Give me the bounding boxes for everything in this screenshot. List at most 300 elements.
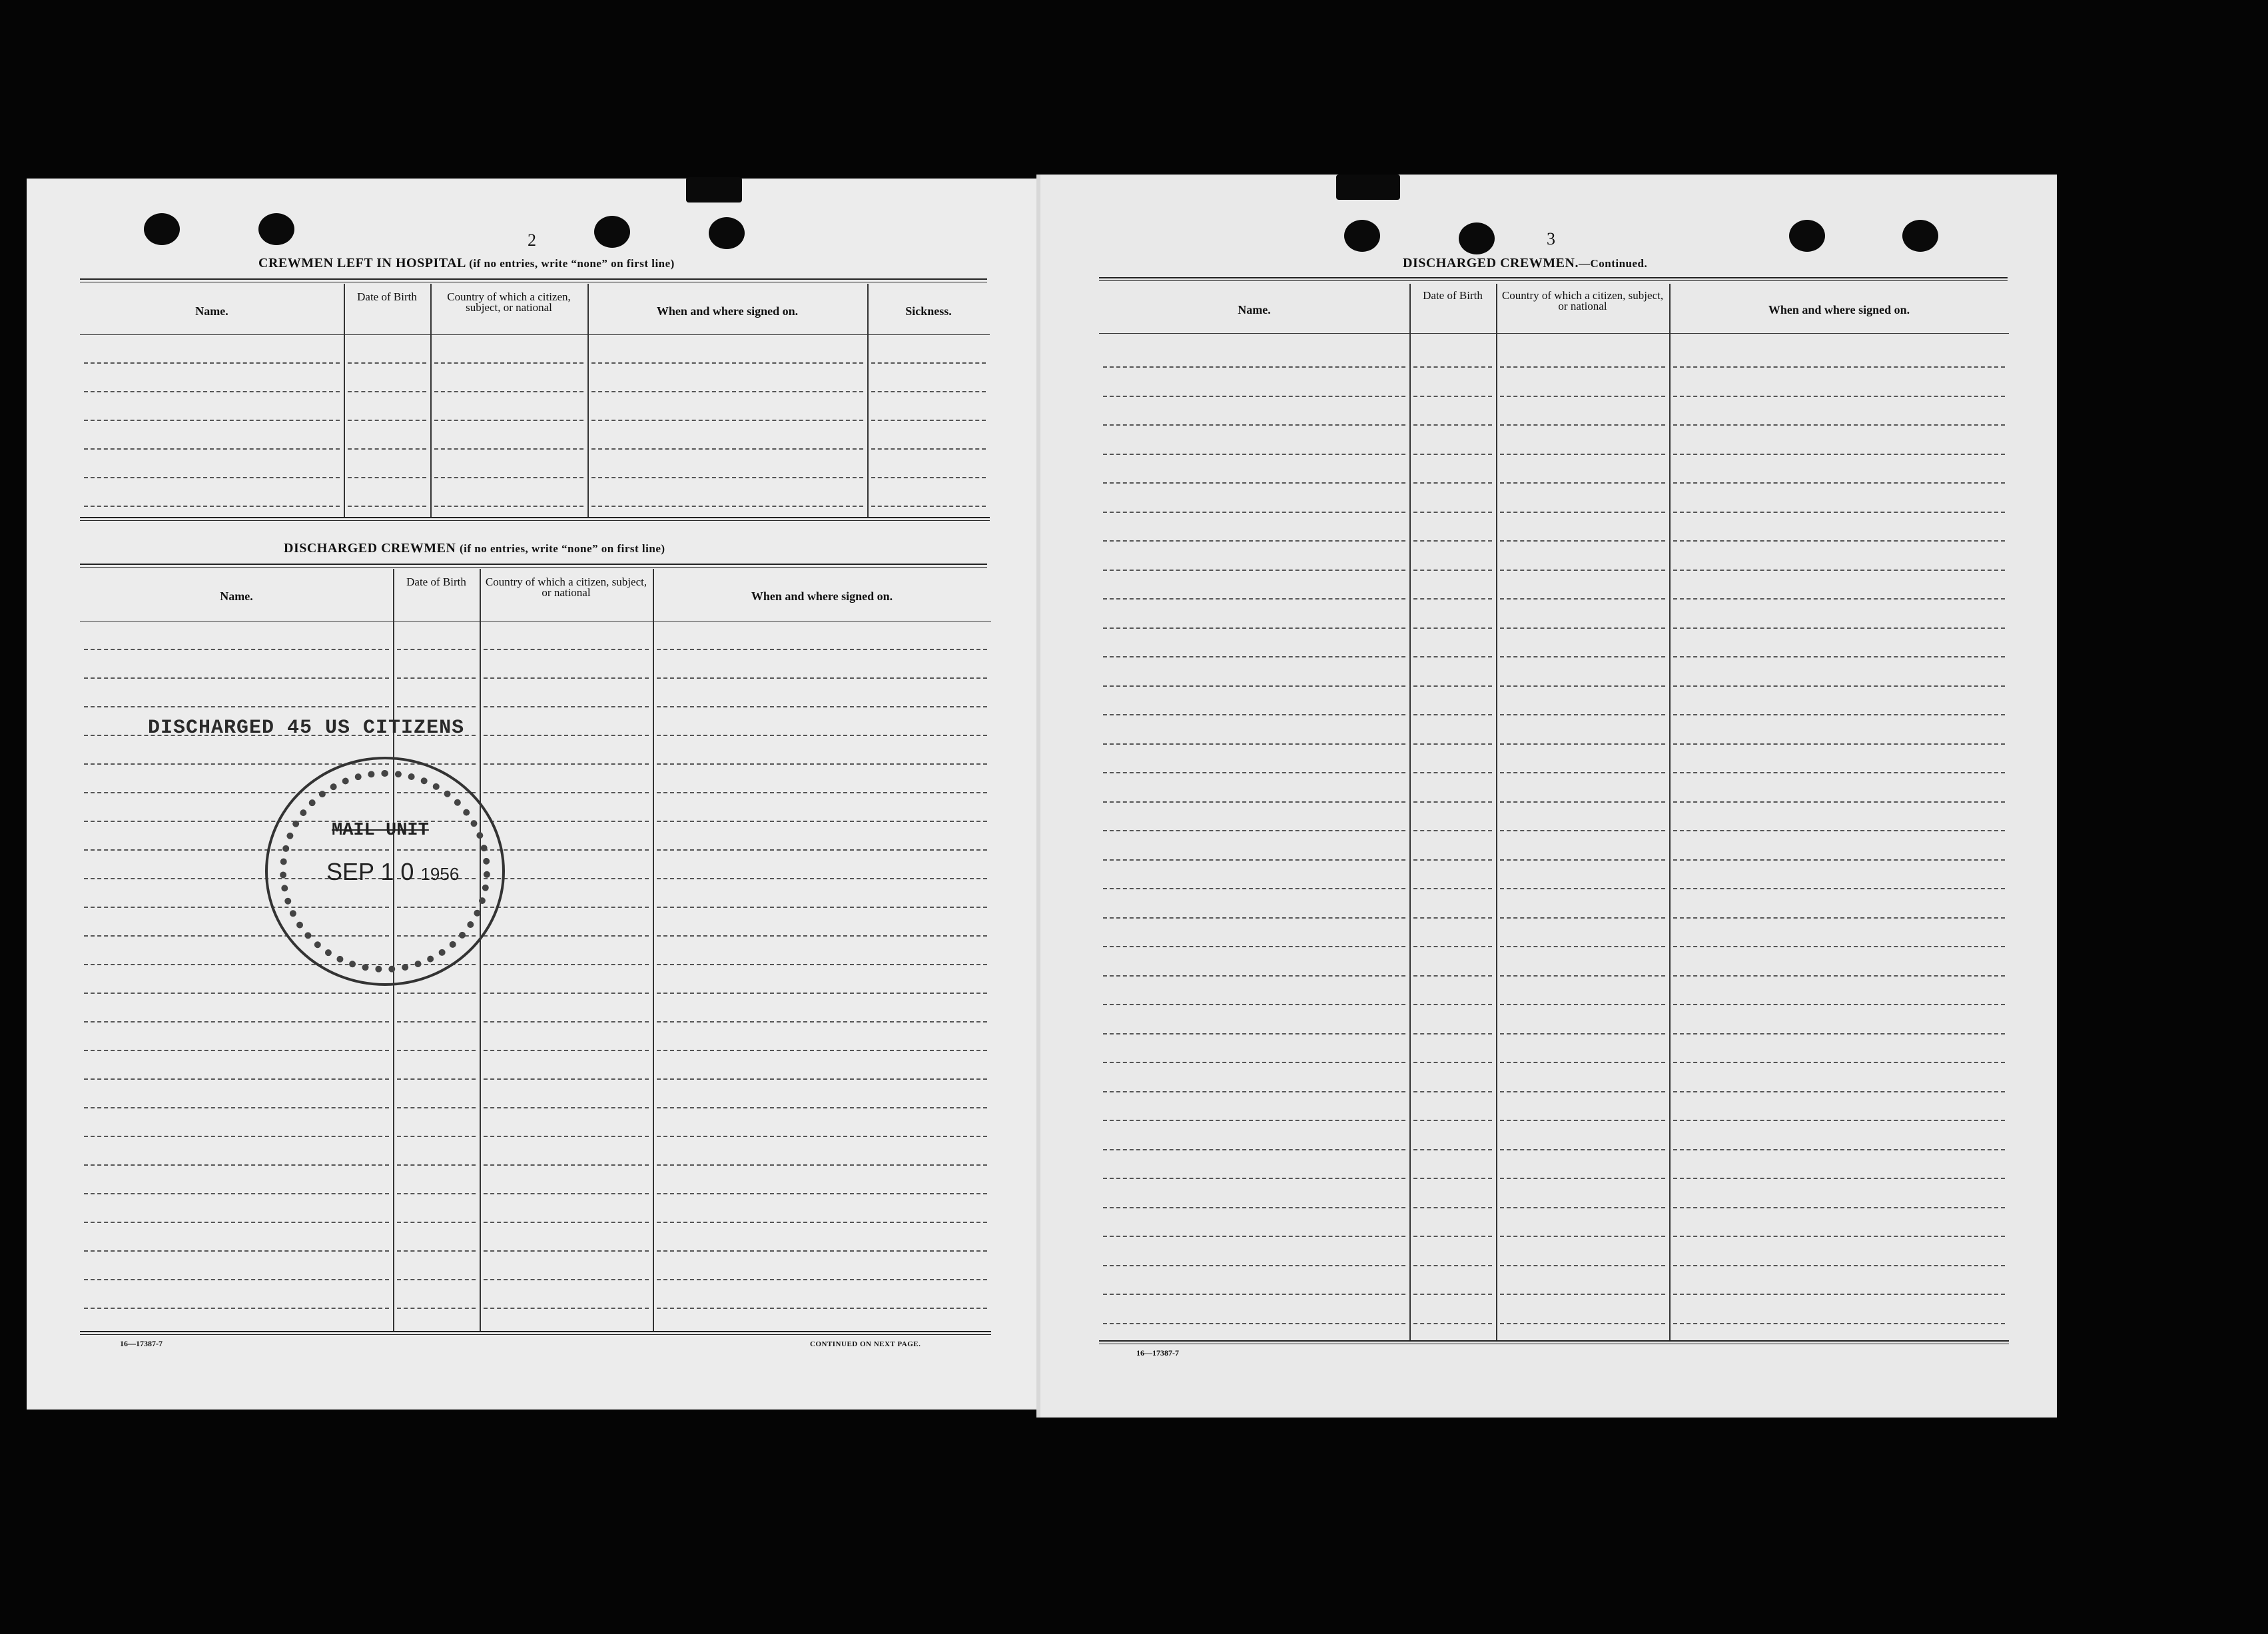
entry-line <box>1103 366 1405 368</box>
entry-line <box>657 1078 987 1080</box>
punch-hole <box>1902 220 1938 252</box>
entry-line <box>348 391 426 392</box>
entry-line <box>1413 424 1492 426</box>
entry-line <box>1413 656 1492 657</box>
entry-line <box>1500 598 1665 600</box>
entry-line <box>1673 1120 2005 1121</box>
table-bottom-rule <box>80 517 990 521</box>
entry-line <box>1500 1149 1665 1150</box>
entry-line <box>1673 1323 2005 1324</box>
entry-line <box>1500 1294 1665 1295</box>
entry-line <box>1500 627 1665 629</box>
entry-line <box>1103 1120 1405 1121</box>
entry-line <box>1413 598 1492 600</box>
discharged-section-title <box>284 541 665 556</box>
entry-line <box>871 448 986 450</box>
entry-line <box>84 1193 389 1194</box>
hospital-top-rule <box>80 278 987 282</box>
entry-line <box>657 821 987 822</box>
entry-line <box>397 993 476 994</box>
entry-line <box>1500 366 1665 368</box>
stamp-date <box>326 858 459 886</box>
entry-line <box>1103 1062 1405 1063</box>
entry-line <box>1103 917 1405 919</box>
entry-line <box>1103 1294 1405 1295</box>
entry-line <box>1673 1149 2005 1150</box>
entry-line <box>1500 570 1665 571</box>
entry-line <box>657 1250 987 1252</box>
entry-line <box>1103 1265 1405 1266</box>
entry-line <box>657 964 987 965</box>
entry-line <box>1413 830 1492 831</box>
entry-line <box>434 391 583 392</box>
entry-line <box>1500 656 1665 657</box>
entry-line <box>484 735 649 736</box>
hospital-title-text: CREWMEN LEFT IN HOSPITAL <box>258 256 466 270</box>
entry-line <box>484 1164 649 1166</box>
entry-line <box>1103 1323 1405 1324</box>
entry-line <box>1413 1323 1492 1324</box>
entry-line <box>1413 917 1492 919</box>
entry-line <box>397 1021 476 1022</box>
entry-line <box>591 477 863 478</box>
entry-line <box>484 649 649 650</box>
entry-line <box>1413 396 1492 397</box>
entry-line <box>1413 1033 1492 1034</box>
entry-line <box>1103 946 1405 947</box>
entry-line <box>84 391 340 392</box>
right-page <box>1039 175 2057 1418</box>
form-number: 16—17387-7 <box>1136 1348 1179 1358</box>
entry-line <box>1413 1236 1492 1237</box>
entry-line <box>1500 859 1665 861</box>
entry-line <box>657 1164 987 1166</box>
entry-line <box>84 506 340 507</box>
column-divider <box>653 569 654 1332</box>
hospital-section-title <box>258 256 675 271</box>
entry-line <box>84 1308 389 1309</box>
entry-line <box>591 362 863 364</box>
entry-line <box>657 1021 987 1022</box>
entry-line <box>1103 1033 1405 1034</box>
entry-line <box>657 792 987 793</box>
entry-line <box>1413 685 1492 687</box>
entry-line <box>1103 801 1405 803</box>
punch-hole <box>1459 222 1495 254</box>
entry-line <box>1103 859 1405 861</box>
entry-line <box>657 649 987 650</box>
entry-line <box>657 1136 987 1137</box>
entry-line <box>1673 743 2005 745</box>
entry-line <box>1673 772 2005 773</box>
entry-line <box>1500 1323 1665 1324</box>
entry-line <box>1500 1265 1665 1266</box>
right-title-text: DISCHARGED CREWMEN. <box>1403 256 1579 270</box>
entry-line <box>1500 772 1665 773</box>
entry-line <box>1673 627 2005 629</box>
entry-line <box>1500 1091 1665 1092</box>
entry-line <box>484 821 649 822</box>
right-top-rule <box>1099 277 2008 281</box>
entry-line <box>484 1136 649 1137</box>
table-bottom-rule <box>1099 1340 2009 1344</box>
col-date-of-birth: Date of Birth <box>357 290 417 303</box>
entry-line <box>1413 512 1492 513</box>
entry-line <box>484 1222 649 1223</box>
entry-line <box>397 1279 476 1280</box>
col-date-of-birth: Date of Birth <box>1423 289 1483 302</box>
entry-line <box>871 362 986 364</box>
entry-line <box>1413 1004 1492 1005</box>
entry-line <box>1673 656 2005 657</box>
entry-line <box>1413 888 1492 889</box>
entry-line <box>657 1107 987 1108</box>
binding-notch <box>686 177 742 203</box>
col-signed-on: When and where signed on. <box>751 590 893 603</box>
entry-line <box>1413 482 1492 484</box>
entry-line <box>84 1050 389 1051</box>
entry-line <box>484 792 649 793</box>
entry-line <box>1500 714 1665 715</box>
entry-line <box>1500 424 1665 426</box>
entry-line <box>84 448 340 450</box>
entry-line <box>484 1193 649 1194</box>
entry-line <box>484 677 649 679</box>
entry-line <box>484 1250 649 1252</box>
entry-line <box>1103 975 1405 977</box>
entry-line <box>1673 454 2005 455</box>
entry-line <box>1500 512 1665 513</box>
entry-line <box>1413 1207 1492 1208</box>
entry-line <box>1103 454 1405 455</box>
entry-line <box>84 1164 389 1166</box>
entry-line <box>1413 1294 1492 1295</box>
entry-line <box>1413 1062 1492 1063</box>
entry-line <box>871 506 986 507</box>
entry-line <box>1413 366 1492 368</box>
entry-line <box>1413 570 1492 571</box>
entry-line <box>1103 1236 1405 1237</box>
entry-line <box>84 1222 389 1223</box>
entry-line <box>1103 1091 1405 1092</box>
entry-line <box>657 849 987 851</box>
entry-line <box>1103 1149 1405 1150</box>
entry-line <box>484 907 649 908</box>
entry-line <box>1500 1236 1665 1237</box>
entry-line <box>1413 540 1492 542</box>
entry-line <box>1103 1004 1405 1005</box>
entry-line <box>1413 627 1492 629</box>
entry-line <box>484 1078 649 1080</box>
punch-hole <box>144 213 180 245</box>
col-signed-on: When and where signed on. <box>1768 303 1910 316</box>
entry-line <box>1673 1265 2005 1266</box>
entry-line <box>1673 946 2005 947</box>
entry-line <box>1500 917 1665 919</box>
entry-line <box>657 735 987 736</box>
entry-line <box>657 1279 987 1280</box>
col-country: Country of which a citizen, subject, or national <box>1501 289 1664 312</box>
page-number: 3 <box>1547 229 1555 248</box>
right-section-title <box>1403 256 1647 271</box>
stamp-date-year: 1956 <box>420 864 460 884</box>
discharged-title-text: DISCHARGED CREWMEN <box>284 541 456 556</box>
entry-line <box>84 993 389 994</box>
entry-line <box>1103 570 1405 571</box>
entry-line <box>1673 424 2005 426</box>
entry-line <box>657 1308 987 1309</box>
entry-line <box>1413 975 1492 977</box>
entry-line <box>657 763 987 765</box>
mail-unit-stamp <box>265 757 505 986</box>
entry-line <box>1103 396 1405 397</box>
entry-line <box>1673 366 2005 368</box>
entry-line <box>397 1250 476 1252</box>
entry-line <box>1413 1178 1492 1179</box>
right-title-suffix: —Continued. <box>1578 257 1648 270</box>
stamp-date-day: SEP 1 0 <box>326 858 414 885</box>
entry-line <box>1103 656 1405 657</box>
entry-line <box>1673 482 2005 484</box>
entry-line <box>1103 714 1405 715</box>
punch-hole <box>258 213 294 245</box>
entry-line <box>484 964 649 965</box>
entry-line <box>1500 1062 1665 1063</box>
entry-line <box>1500 1207 1665 1208</box>
entry-line <box>84 677 389 679</box>
entry-line <box>84 706 389 707</box>
binding-notch <box>1336 175 1400 200</box>
col-sickness: Sickness. <box>905 304 952 318</box>
entry-line <box>1413 772 1492 773</box>
entry-line <box>1673 598 2005 600</box>
entry-line <box>84 1136 389 1137</box>
entry-line <box>1500 743 1665 745</box>
discharged-top-rule <box>80 564 987 568</box>
entry-line <box>1103 598 1405 600</box>
entry-line <box>1673 1207 2005 1208</box>
entry-line <box>434 362 583 364</box>
entry-line <box>1500 1120 1665 1121</box>
entry-line <box>1413 946 1492 947</box>
entry-line <box>348 420 426 421</box>
entry-line <box>1673 512 2005 513</box>
entry-line <box>1103 1207 1405 1208</box>
typed-discharge-note: DISCHARGED 45 US CITIZENS <box>148 717 465 739</box>
entry-line <box>484 1279 649 1280</box>
entry-line <box>484 849 649 851</box>
entry-line <box>1500 396 1665 397</box>
entry-line <box>1673 888 2005 889</box>
entry-line <box>1500 888 1665 889</box>
entry-line <box>657 1222 987 1223</box>
entry-line <box>1673 540 2005 542</box>
entry-line <box>1103 830 1405 831</box>
entry-line <box>657 1193 987 1194</box>
entry-line <box>434 448 583 450</box>
hospital-instruction: (if no entries, write “none” on first line) <box>469 257 675 270</box>
col-country: Country of which a citizen, subject, or national <box>447 290 571 314</box>
entry-line <box>1500 1033 1665 1034</box>
entry-line <box>397 677 476 679</box>
entry-line <box>1413 859 1492 861</box>
col-date-of-birth: Date of Birth <box>406 576 466 588</box>
entry-line <box>1103 888 1405 889</box>
entry-line <box>1413 714 1492 715</box>
entry-line <box>657 878 987 879</box>
entry-line <box>1103 540 1405 542</box>
entry-line <box>1673 830 2005 831</box>
entry-line <box>657 993 987 994</box>
punch-hole <box>1344 220 1380 252</box>
entry-line <box>1500 454 1665 455</box>
entry-line <box>1673 801 2005 803</box>
entry-line <box>484 706 649 707</box>
entry-line <box>871 477 986 478</box>
entry-line <box>484 1308 649 1309</box>
entry-line <box>1413 1265 1492 1266</box>
entry-line <box>484 993 649 994</box>
column-divider <box>587 284 589 518</box>
entry-line <box>348 362 426 364</box>
continued-note: CONTINUED ON NEXT PAGE. <box>810 1340 921 1348</box>
entry-line <box>397 1050 476 1051</box>
entry-line <box>1500 801 1665 803</box>
entry-line <box>1103 1178 1405 1179</box>
punch-hole <box>1789 220 1825 252</box>
column-divider <box>344 284 345 518</box>
col-country: Country of which a citizen, subject, or national <box>485 576 647 599</box>
entry-line <box>397 1078 476 1080</box>
entry-line <box>657 907 987 908</box>
entry-line <box>397 1308 476 1309</box>
column-divider <box>1496 284 1497 1340</box>
entry-line <box>1673 1294 2005 1295</box>
entry-line <box>871 420 986 421</box>
entry-line <box>1103 772 1405 773</box>
entry-line <box>434 477 583 478</box>
column-divider <box>1409 284 1411 1340</box>
entry-line <box>484 1050 649 1051</box>
punch-hole <box>594 216 630 248</box>
col-name: Name. <box>195 304 228 318</box>
entry-line <box>657 935 987 937</box>
stamp-label: MAIL UNIT <box>332 821 429 841</box>
entry-line <box>1500 685 1665 687</box>
entry-line <box>591 448 863 450</box>
table-bottom-rule <box>80 1331 991 1335</box>
entry-line <box>1673 396 2005 397</box>
page-fold <box>1036 175 1040 1418</box>
entry-line <box>84 1250 389 1252</box>
entry-line <box>1673 975 2005 977</box>
entry-line <box>1103 627 1405 629</box>
entry-line <box>397 1193 476 1194</box>
entry-line <box>591 506 863 507</box>
entry-line <box>397 706 476 707</box>
entry-line <box>1673 685 2005 687</box>
entry-line <box>84 420 340 421</box>
entry-line <box>1500 946 1665 947</box>
entry-line <box>1103 685 1405 687</box>
entry-line <box>657 706 987 707</box>
col-name: Name. <box>220 590 253 603</box>
entry-line <box>484 1021 649 1022</box>
col-signed-on: When and where signed on. <box>656 304 799 318</box>
column-divider <box>867 284 869 518</box>
header-rule <box>1099 333 2009 334</box>
entry-line <box>1413 743 1492 745</box>
form-number: 16—17387-7 <box>120 1339 163 1348</box>
entry-line <box>1500 482 1665 484</box>
entry-line <box>484 1107 649 1108</box>
entry-line <box>1673 570 2005 571</box>
entry-line <box>84 649 389 650</box>
entry-line <box>397 1136 476 1137</box>
entry-line <box>484 878 649 879</box>
entry-line <box>1413 1120 1492 1121</box>
entry-line <box>1673 859 2005 861</box>
entry-line <box>657 1050 987 1051</box>
entry-line <box>591 391 863 392</box>
entry-line <box>1103 424 1405 426</box>
entry-line <box>591 420 863 421</box>
column-divider <box>1669 284 1671 1340</box>
entry-line <box>1673 1236 2005 1237</box>
entry-line <box>397 1222 476 1223</box>
entry-line <box>484 935 649 937</box>
entry-line <box>434 506 583 507</box>
entry-line <box>1500 1178 1665 1179</box>
page-number: 2 <box>528 230 536 250</box>
entry-line <box>1413 801 1492 803</box>
entry-line <box>1673 1062 2005 1063</box>
header-rule <box>80 334 990 335</box>
entry-line <box>871 391 986 392</box>
entry-line <box>434 420 583 421</box>
punch-hole <box>709 217 745 249</box>
entry-line <box>397 1107 476 1108</box>
entry-line <box>84 1279 389 1280</box>
entry-line <box>1413 454 1492 455</box>
entry-line <box>1500 830 1665 831</box>
entry-line <box>84 362 340 364</box>
entry-line <box>1103 482 1405 484</box>
entry-line <box>348 506 426 507</box>
entry-line <box>84 1107 389 1108</box>
entry-line <box>1103 512 1405 513</box>
entry-line <box>1500 1004 1665 1005</box>
discharged-instruction: (if no entries, write “none” on first line) <box>459 542 665 555</box>
col-name: Name. <box>1238 303 1271 316</box>
entry-line <box>1413 1149 1492 1150</box>
entry-line <box>1673 1033 2005 1034</box>
entry-line <box>397 1164 476 1166</box>
entry-line <box>1673 917 2005 919</box>
entry-line <box>348 448 426 450</box>
entry-line <box>484 763 649 765</box>
column-divider <box>480 569 481 1332</box>
entry-line <box>348 477 426 478</box>
entry-line <box>1103 743 1405 745</box>
entry-line <box>1673 1004 2005 1005</box>
entry-line <box>657 677 987 679</box>
entry-line <box>1673 1178 2005 1179</box>
column-divider <box>430 284 432 518</box>
entry-line <box>1413 1091 1492 1092</box>
entry-line <box>84 1078 389 1080</box>
entry-line <box>84 477 340 478</box>
